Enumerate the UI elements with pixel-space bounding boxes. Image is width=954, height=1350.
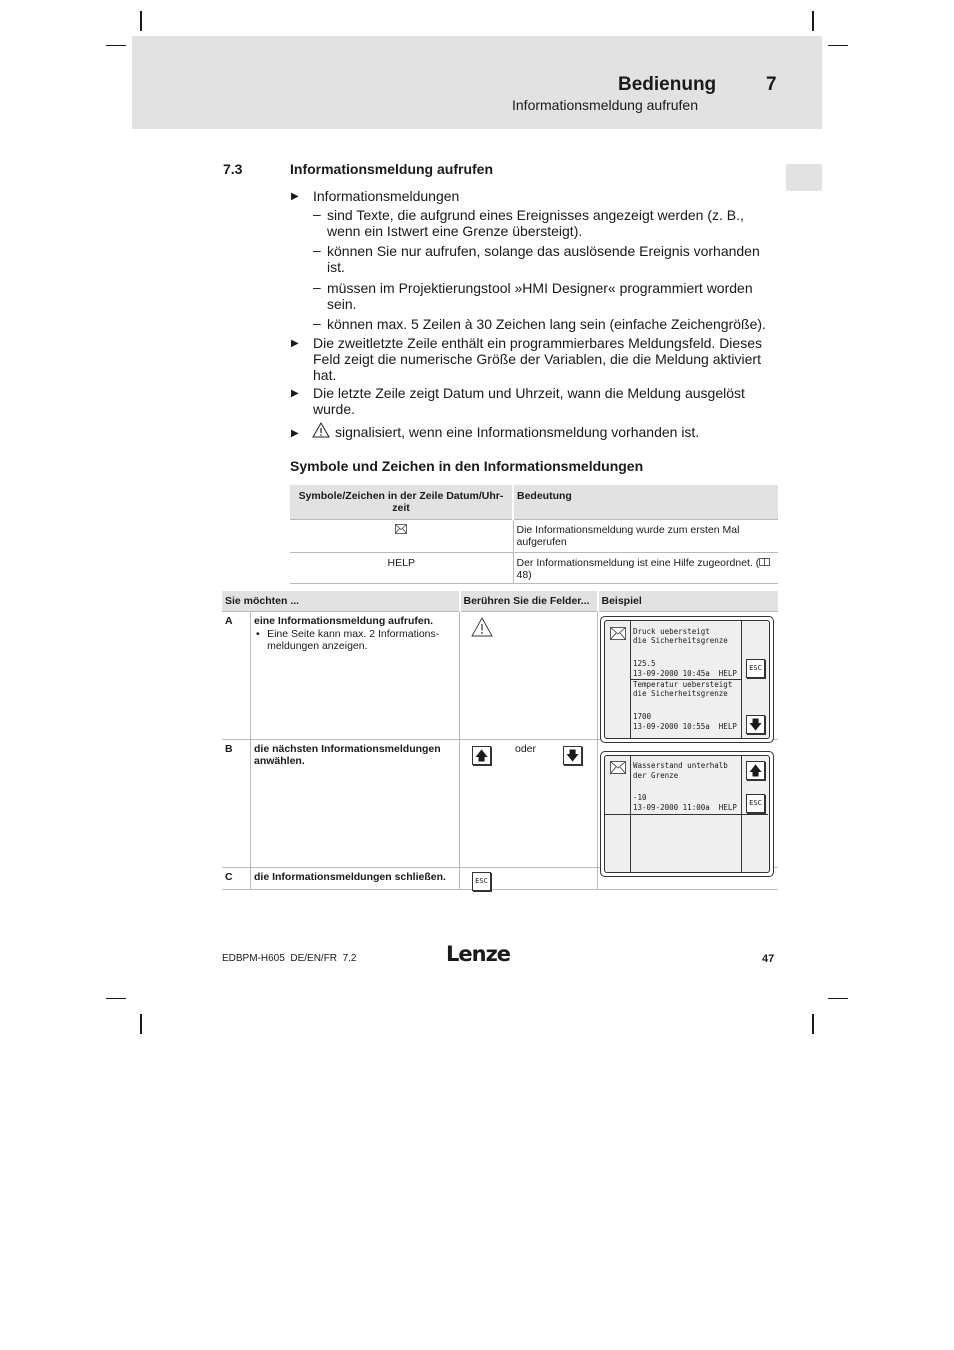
document-id: EDBPM-H605 DE/EN/FR 7.2 bbox=[222, 953, 357, 964]
envelope-icon[interactable] bbox=[610, 761, 626, 774]
or-label: oder bbox=[515, 743, 537, 755]
bullet-text: Die zweitletzte Zeile enthält ein programmierbares Meldungsfeld. Dieses Feld zeigt die numerische Größe der Variablen, die die Meldung aktiviert hat. bbox=[313, 335, 762, 383]
book-icon bbox=[759, 558, 770, 566]
message-text: Druck uebersteigt bbox=[633, 627, 710, 636]
arrow-down-button[interactable]: 🡇 bbox=[563, 746, 582, 765]
bullet-text: signalisiert, wenn eine Informationsmeldung vorhanden ist. bbox=[335, 424, 700, 440]
dash-marker: – bbox=[313, 242, 321, 258]
message-value: -10 bbox=[633, 793, 647, 802]
column-header: Berühren Sie die Felder... bbox=[460, 591, 598, 612]
section-title: Informationsmeldung aufrufen bbox=[290, 161, 493, 177]
esc-button[interactable]: ESC bbox=[746, 794, 765, 813]
brand-logo: Lenze bbox=[446, 942, 511, 966]
dash-text: können max. 5 Zeilen à 30 Zeichen lang sein (einfache Zeichengröße). bbox=[327, 316, 766, 332]
table-cell bbox=[513, 553, 778, 584]
message-text: die Sicherheitsgrenze bbox=[633, 689, 728, 698]
bullet-arrow-icon: ▶ bbox=[291, 338, 299, 349]
arrow-down-button[interactable]: 🡇 bbox=[746, 715, 765, 734]
message-text: der Grenze bbox=[633, 771, 679, 780]
message-date: 13-09-2000 10:55a HELP bbox=[633, 722, 737, 731]
message-date: 13-09-2000 10:45a HELP bbox=[633, 669, 737, 678]
crop-mark bbox=[812, 1014, 814, 1034]
envelope-icon[interactable] bbox=[610, 627, 626, 640]
message-text: Wasserstand unterhalb bbox=[633, 761, 728, 770]
row-title: die Informationsmeldungen schließen. bbox=[251, 868, 460, 890]
hmi-screen-display bbox=[604, 620, 770, 739]
dash-marker: – bbox=[313, 279, 321, 295]
crop-mark bbox=[140, 1014, 142, 1034]
chapter-title: Bedienung bbox=[618, 74, 717, 95]
symbols-table bbox=[290, 485, 778, 584]
row-letter: B bbox=[222, 740, 251, 868]
column-header: Symbole/Zeichen in der Zeile Datum/Uhr-zeit bbox=[290, 485, 513, 520]
crop-mark bbox=[828, 998, 848, 999]
table-cell bbox=[290, 520, 513, 553]
chapter-subtitle: Informationsmeldung aufrufen bbox=[512, 97, 698, 113]
table-cell: Die Informationsmeldung wurde zum ersten Mal aufgerufen bbox=[513, 520, 778, 553]
section-number: 7.3 bbox=[223, 161, 243, 177]
crop-mark bbox=[140, 11, 142, 31]
chapter-header bbox=[132, 36, 822, 129]
row-letter: C bbox=[222, 868, 251, 890]
arrow-up-button[interactable]: 🡅 bbox=[472, 746, 491, 765]
row-title: die nächsten Informationsmeldungen anwählen. bbox=[251, 740, 460, 868]
chapter-tab bbox=[786, 164, 822, 191]
bullet-arrow-icon: ▶ bbox=[291, 428, 299, 439]
message-text: Temperatur uebersteigt bbox=[633, 680, 733, 689]
table-row bbox=[290, 553, 778, 584]
bullet-arrow-icon: ▶ bbox=[291, 388, 299, 399]
dash-text: sind Texte, die aufgrund eines Ereignisses angezeigt werden (z. B., wenn ein Istwert eine Grenze übersteigt). bbox=[327, 207, 744, 239]
hmi-screen-example bbox=[600, 616, 774, 743]
hmi-screen-display bbox=[604, 755, 770, 873]
dash-text: müssen im Projektierungstool »HMI Designer« programmiert worden sein. bbox=[327, 280, 753, 312]
message-value: 1700 bbox=[633, 712, 652, 721]
message-text: die Sicherheitsgrenze bbox=[633, 636, 728, 645]
warning-triangle-icon[interactable] bbox=[471, 617, 493, 637]
message-date: 13-09-2000 11:00a HELP bbox=[633, 803, 737, 812]
bullet-text: Die letzte Zeile zeigt Datum und Uhrzeit, wann die Meldung ausgelöst wurde. bbox=[313, 385, 745, 417]
row-note: Eine Seite kann max. 2 Informations-meldungen anzeigen. bbox=[267, 628, 440, 652]
row-title: eine Informationsmeldung aufrufen. bbox=[254, 615, 434, 627]
row-letter: A bbox=[222, 612, 251, 740]
column-header: Sie möchten ... bbox=[222, 591, 460, 612]
envelope-icon bbox=[395, 524, 407, 534]
page-number: 47 bbox=[762, 953, 775, 965]
table-cell bbox=[460, 740, 598, 868]
table-cell bbox=[251, 612, 460, 740]
crop-mark bbox=[812, 11, 814, 31]
cell-text: 48) bbox=[516, 569, 532, 581]
column-header: Bedeutung bbox=[513, 485, 778, 520]
column-header: Beispiel bbox=[598, 591, 779, 612]
symbols-heading: Symbole und Zeichen in den Informationsmeldungen bbox=[290, 458, 644, 474]
crop-mark bbox=[828, 45, 848, 46]
arrow-up-button[interactable]: 🡅 bbox=[746, 761, 765, 780]
dash-text: können Sie nur aufrufen, solange das auslösende Ereignis vorhanden ist. bbox=[327, 243, 760, 275]
esc-button[interactable]: ESC bbox=[746, 659, 765, 678]
table-cell: HELP bbox=[290, 553, 513, 584]
dash-marker: – bbox=[313, 315, 321, 331]
crop-mark bbox=[106, 998, 126, 999]
esc-button[interactable]: ESC bbox=[472, 872, 491, 891]
message-value: 125.5 bbox=[633, 659, 656, 668]
table-cell bbox=[460, 612, 598, 740]
hmi-screen-example bbox=[600, 751, 774, 877]
cell-text: Der Informationsmeldung ist eine Hilfe zugeordnet. ( bbox=[516, 557, 760, 569]
chapter-number: 7 bbox=[766, 74, 777, 95]
dash-marker: – bbox=[313, 206, 321, 222]
bullet-arrow-icon: ▶ bbox=[291, 191, 299, 202]
table-cell bbox=[460, 868, 598, 890]
warning-triangle-icon bbox=[312, 422, 330, 438]
table-row bbox=[290, 520, 778, 553]
bullet-text: Informationsmeldungen bbox=[313, 188, 460, 204]
bullet-dot: • bbox=[256, 628, 260, 640]
crop-mark bbox=[106, 45, 126, 46]
